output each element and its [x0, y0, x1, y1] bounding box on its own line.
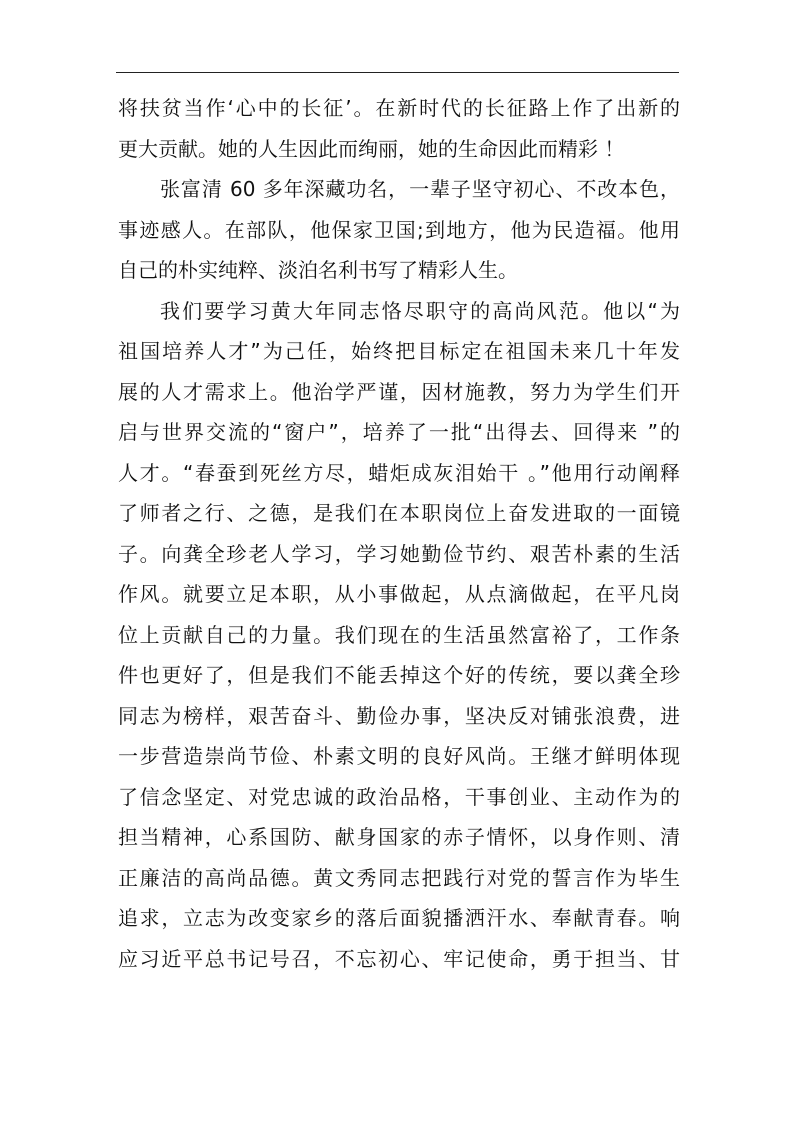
text-line: 一步营造崇尚节俭、朴素文明的良好风尚。王继才鲜明体现: [118, 744, 680, 768]
text-line: 更大贡献。她的人生因此而绚丽，她的生命因此而精彩 ！: [118, 136, 625, 161]
text-line: 祖国培养人才”为己任，始终把目标定在祖国未来几十年发: [118, 339, 680, 363]
text-line: 自己的朴实纯粹、淡泊名利书写了精彩人生。: [118, 258, 518, 282]
text-line: 子。向龚全珍老人学习，学习她勤俭节约、艰苦朴素的生活: [118, 541, 680, 566]
text-line: 事迹感人。在部队，他保家卫国;到地方，他为民造福。他用: [118, 217, 680, 242]
text-line: 了师者之行、之德，是我们在本职岗位上奋发进取的一面镜: [118, 501, 680, 525]
text-line: 启与世界交流的“窗户”，培养了一批“出得去、回得来 ”的: [118, 420, 680, 444]
text-line: 件也更好了，但是我们不能丢掉这个好的传统，要以龚全珍: [118, 663, 680, 687]
text-line: 正廉洁的高尚品德。黄文秀同志把践行对党的誓言作为毕生: [118, 865, 680, 890]
text-line: 展的人才需求上。他治学严谨，因材施教，努力为学生们开: [118, 379, 680, 404]
text-line: 同志为榜样，艰苦奋斗、勤俭办事，坚决反对铺张浪费，进: [118, 703, 680, 728]
text-line: 将扶贫当作‘心中的长征’。在新时代的长征路上作了出新的: [118, 96, 680, 120]
text-line: 追求，立志为改变家乡的落后面貌播洒汗水、奉献青春。响: [118, 906, 680, 930]
text-line: 人才。“春蚕到死丝方尽，蜡炬成灰泪始干 。”他用行动阐释: [118, 460, 680, 485]
text-line: 张富清 60 多年深藏功名，一辈子坚守初心、不改本色，: [160, 177, 680, 201]
body-text: [118, 88, 680, 979]
text-line: 应习近平总书记号召，不忘初心、牢记使命，勇于担当、甘: [118, 946, 680, 971]
text-line: 了信念坚定、对党忠诚的政治品格，干事创业、主动作为的: [118, 784, 680, 809]
text-line: 担当精神，心系国防、献身国家的赤子情怀，以身作则、清: [118, 825, 680, 849]
header-rule: [116, 72, 679, 73]
text-line: 我们要学习黄大年同志恪尽职守的高尚风范。他以“为: [160, 298, 680, 323]
text-line: 作风。就要立足本职，从小事做起，从点滴做起，在平凡岗: [118, 582, 680, 606]
text-line: 位上贡献自己的力量。我们现在的生活虽然富裕了，工作条: [118, 622, 680, 647]
